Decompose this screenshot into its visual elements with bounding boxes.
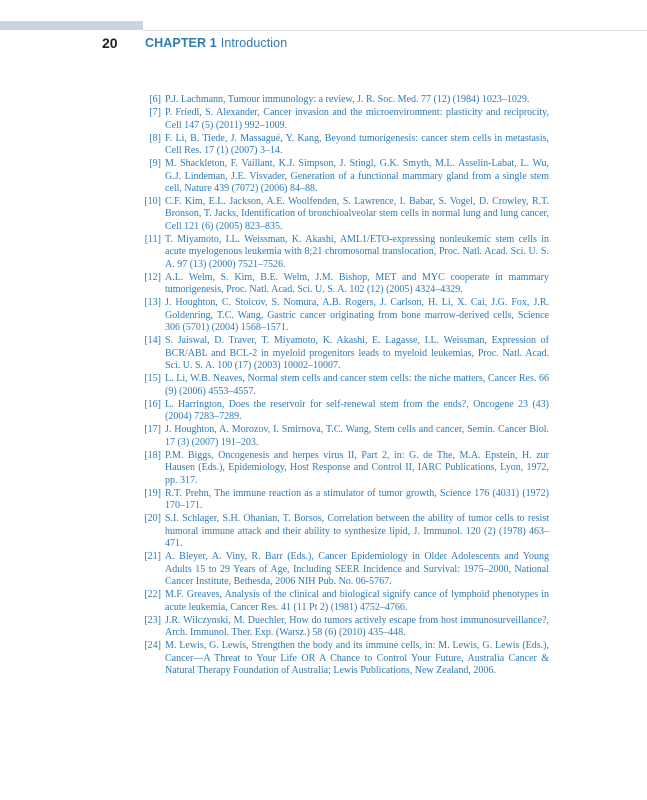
reference-text: M.F. Greaves, Analysis of the clinical and biological signify cance of lymphoid phenotypes in acute leukemia, Cancer Res. 41 (11 Pt 2) (1981) 4752–4766. xyxy=(165,589,549,613)
reference-text: A. Bleyer, A. Viny, R. Barr (Eds.), Cancer Epidemiology in Older Adolescents and Young Adults 15 to 29 Years of Age, Including SEER Incidence and Survival: 1975–2000, National Cancer Institute, Bethesda, 2006 NIH Pub. No. 06-5767. xyxy=(165,551,549,588)
reference-item xyxy=(144,640,549,677)
reference-item xyxy=(144,272,549,297)
reference-text: F. Li, B. Tiede, J. Massagué, Y. Kang, Beyond tumorigenesis: cancer stem cells in metastasis, Cell Res. 17 (1) (2007) 3–14. xyxy=(165,132,549,156)
reference-number: [6] xyxy=(149,94,161,105)
reference-number: [24] xyxy=(144,640,161,652)
reference-number: [10] xyxy=(144,196,161,207)
reference-number: [8] xyxy=(149,132,161,144)
reference-text: P. Friedl, S. Alexander, Cancer invasion and the microenvironment: plasticity and reciprocity, Cell 147 (5) (2011) 992–1009. xyxy=(165,107,549,131)
reference-item xyxy=(144,424,549,449)
reference-item xyxy=(144,399,549,424)
reference-number: [16] xyxy=(144,398,161,410)
reference-number: [22] xyxy=(144,589,161,601)
reference-text: P.J. Lachmann, Tumour immunology: a review, J. R. Soc. Med. 77 (12) (1984) 1023–1029. xyxy=(165,94,530,105)
reference-item xyxy=(144,158,549,195)
reference-text: M. Shackleton, F. Vaillant, K.J. Simpson, J. Stingl, G.K. Smyth, M.L. Asselin-Labat, L. Wu, G.J. Lindeman, J.E. Visvader, Generation of a functional mammary gland from a single stem cell, Nature 439 (7072) (2006) 84–88. xyxy=(165,158,549,194)
reference-item xyxy=(144,196,549,233)
reference-item xyxy=(144,335,549,372)
reference-number: [20] xyxy=(144,513,161,525)
reference-item xyxy=(144,615,549,640)
reference-item xyxy=(144,589,549,614)
reference-text: A.L. Welm, S. Kim, B.E. Welm, J.M. Bishop, MET and MYC cooperate in mammary tumorigenesis, Proc. Natl. Acad. Sci. U. S. A. 102 (12) (2005) 4324–4329. xyxy=(165,271,549,296)
reference-item xyxy=(144,94,549,106)
reference-number: [23] xyxy=(144,614,161,626)
running-head xyxy=(145,36,287,50)
reference-number: [21] xyxy=(144,551,161,563)
header-rule xyxy=(143,30,647,31)
reference-text: R.T. Prehn, The immune reaction as a stimulator of tumor growth, Science 176 (4031) (1972) 170–171. xyxy=(165,487,549,512)
reference-number: [15] xyxy=(144,373,161,385)
reference-text: J.R. Wilczynski, M. Duechler, How do tumors actively escape from host immunosurveillance?, Arch. Immunol. Ther. Exp. (Warsz.) 58 (6) (2010) 435–448. xyxy=(165,614,549,639)
reference-number: [18] xyxy=(144,449,161,461)
reference-text: T. Miyamoto, I.L. Weissman, K. Akashi, AML1/ETO-expressing nonleukemic stem cells in acute myelogenous leukemia with 8;21 chromosomal translocation, Proc. Natl. Acad. Sci. U. S. A. 97 (13) (2000) 7521–7526. xyxy=(165,233,549,270)
reference-text: J. Houghton, A. Morozov, I. Smirnova, T.C. Wang, Stem cells and cancer, Semin. Cancer Biol. 17 (3) (2007) 191–203. xyxy=(165,424,549,448)
reference-number: [7] xyxy=(149,107,161,119)
reference-item xyxy=(144,450,549,487)
reference-text: J. Houghton, C. Stoicov, S. Nomura, A.B. Rogers, J. Carlson, H. Li, X. Cai, J.G. Fox, J.R. Goldenring, T.C. Wang, Gastric cancer originating from bone marrow-derived cells, Science 306 (5701) (2004) 1568–1571. xyxy=(165,297,549,334)
reference-number: [17] xyxy=(144,424,161,436)
reference-item xyxy=(144,551,549,588)
reference-item xyxy=(144,373,549,398)
reference-item xyxy=(144,513,549,550)
reference-number: [14] xyxy=(144,335,161,347)
reference-number: [9] xyxy=(149,158,161,170)
reference-list xyxy=(144,94,549,678)
reference-item xyxy=(144,107,549,132)
reference-item xyxy=(144,488,549,513)
reference-text: L. Li, W.B. Neaves, Normal stem cells and cancer stem cells: the niche matters, Cancer Res. 66 (9) (2006) 4553–4557. xyxy=(165,373,549,397)
reference-text: P.M. Biggs, Oncogenesis and herpes virus II, Part 2, in: G. de The, M.A. Epstein, H. zur Hausen (Eds.), Epidemiology, Host Response and Control II, IARC Publications, Lyon, 1972, pp. 317. xyxy=(165,449,549,486)
reference-text: L. Harrington, Does the reservoir for self-renewal stem from the ends?, Oncogene 23 (43) (2004) 7283–7289. xyxy=(165,398,549,423)
header-accent-bar xyxy=(0,21,143,30)
reference-number: [19] xyxy=(144,487,161,499)
reference-number: [13] xyxy=(144,297,161,309)
reference-text: S. Jaiswal, D. Traver, T. Miyamoto, K. Akashi, E. Lagasse, I.L. Weissman, Expression of BCR/ABL and BCL-2 in myeloid progenitors leads to myeloid leukemias, Proc. Natl. Acad. Sci. U. S. A. 100 (17) (2003) 10002–10007. xyxy=(165,335,549,372)
reference-number: [12] xyxy=(144,271,161,283)
chapter-label: CHAPTER 1 xyxy=(145,36,217,50)
reference-item xyxy=(144,297,549,334)
chapter-title: Introduction xyxy=(220,36,288,50)
reference-text: C.F. Kim, E.L. Jackson, A.E. Woolfenden, S. Lawrence, I. Babar, S. Vogel, D. Crowley, R.T. Bronson, T. Jacks, Identification of bronchioalveolar stem cells in normal lung and lung cancer, Cell 121 (6) (2005) 823–835. xyxy=(165,196,549,232)
reference-text: M. Lewis, G. Lewis, Strengthen the body and its immune cells, in: M. Lewis, G. Lewis (Eds.), Cancer—A Threat to Your Life OR A Chance to Control Your Future, Australia Cancer & Natural Therapy Foundation of Australia; Lewis Publications, New Zealand, 2006. xyxy=(165,640,549,677)
reference-text: S.I. Schlager, S.H. Ohanian, T. Borsos, Correlation between the ability of tumor cells to resist humoral immune attack and their ability to synthesize lipid, J. Immunol. 120 (2) (1978) 463–471. xyxy=(165,513,549,550)
reference-item xyxy=(144,133,549,158)
reference-number: [11] xyxy=(144,233,161,245)
reference-item xyxy=(144,234,549,271)
page-header xyxy=(0,34,647,54)
page-number: 20 xyxy=(102,35,118,51)
